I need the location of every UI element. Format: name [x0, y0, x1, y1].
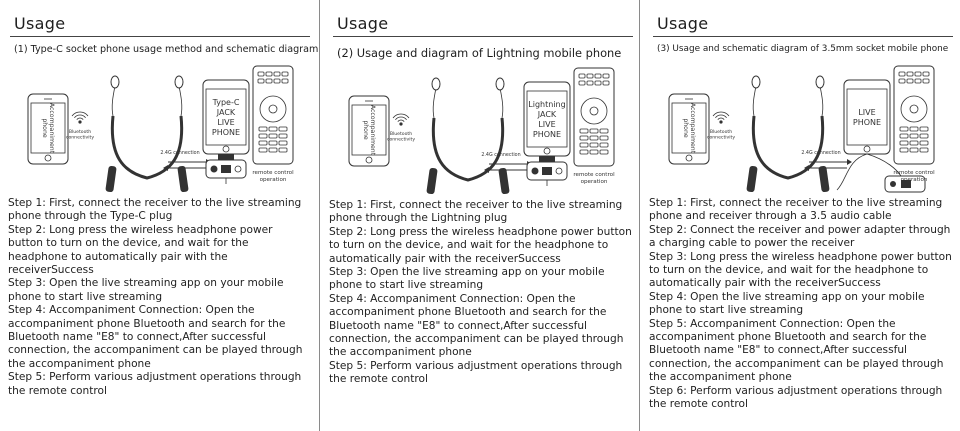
- left-earbud: [111, 76, 119, 88]
- bluetooth-waves-icon: [393, 114, 409, 126]
- live-phone-label: PHONE: [211, 128, 241, 137]
- remote-label: remote control: [893, 170, 935, 176]
- left-battery-pod: [426, 168, 438, 195]
- bluetooth-dot: [399, 122, 402, 125]
- remote-label: remote control: [252, 170, 294, 176]
- plug: [218, 154, 234, 160]
- arrow-head: [847, 159, 852, 165]
- connection-label: 2.4G connection: [160, 151, 200, 156]
- live-phone-label: JACK: [216, 108, 236, 117]
- bluetooth-wave: [77, 118, 83, 120]
- left-battery-pod: [746, 166, 758, 193]
- accompaniment-label-line: Accompaniment: [369, 104, 376, 156]
- left-earbud: [432, 78, 440, 90]
- neckband: [433, 118, 502, 180]
- right-cable: [820, 86, 823, 116]
- remote-control: [574, 68, 614, 166]
- step-item: Step 6: Perform various adjustment operations through the remote control: [649, 384, 943, 411]
- step-item: Step 3: Open the live streaming app on your mobile phone to start live streaming: [329, 266, 605, 292]
- right-battery-pod: [498, 168, 510, 195]
- left-cable: [112, 86, 115, 116]
- accompaniment-label-line: Accompaniment: [689, 102, 696, 154]
- remote-control: [894, 66, 934, 164]
- steps-list: [649, 197, 955, 412]
- usage-panel-lightning: [321, 0, 639, 431]
- neckband-headphone: [746, 76, 830, 192]
- step-item: Step 2: Long press the wireless headphone power button to turn on the device, and wait for the headphone to automatically pair with the receiverSuccess: [329, 225, 632, 265]
- bluetooth-wave: [395, 117, 406, 120]
- usage-title: Usage: [657, 14, 709, 33]
- live-phone-label: PHONE: [852, 118, 882, 127]
- usage-panel-3-5mm: [641, 0, 960, 431]
- right-earbud: [816, 76, 824, 88]
- bluetooth-wave: [713, 112, 729, 116]
- neckband-headphone: [105, 76, 189, 192]
- right-cable: [179, 86, 182, 116]
- step-item: Step 5: Perform various adjustment operations through the remote control: [8, 371, 302, 397]
- accompaniment-phone: [669, 94, 709, 164]
- steps-list: [8, 197, 310, 398]
- right-earbud: [496, 78, 504, 90]
- usage-diagram: [321, 64, 639, 194]
- usage-title: Usage: [14, 14, 66, 33]
- panel-subtitle: (2) Usage and diagram of Lightning mobile phone: [337, 46, 622, 60]
- right-battery-pod: [177, 166, 189, 193]
- bluetooth-dot: [78, 120, 81, 123]
- step-item: Step 4: Accompaniment Connection: Open the accompaniment phone Bluetooth and search for the Bluetooth name "E8" to connect,After successful connection, the accompaniment can be played through the accompaniment phone: [8, 304, 303, 370]
- bluetooth-wave: [715, 115, 726, 118]
- phone-frame: [844, 80, 890, 154]
- step-item: Step 3: Long press the wireless headphone power button to turn on the device, and wait for the headphone to automatically pair with the receiverSuccess: [649, 250, 952, 290]
- panel-subtitle: (1) Type-C socket phone usage method and schematic diagram: [14, 44, 319, 55]
- live-phone: [524, 82, 570, 156]
- bluetooth-label: connectivity: [386, 137, 416, 143]
- usage-diagram: [0, 62, 318, 192]
- bluetooth-wave: [393, 114, 409, 118]
- step-item: Step 1: First, connect the receiver to the live streaming phone through the Lightning plug: [329, 199, 623, 225]
- receiver-dongle: [527, 156, 567, 186]
- usage-title: Usage: [337, 14, 389, 33]
- step-item: Step 4: Accompaniment Connection: Open the accompaniment phone Bluetooth and search for the Bluetooth name "E8" to connect,After successful connection, the accompaniment can be played through the accompaniment phone: [329, 292, 624, 359]
- remote-label: remote control: [573, 172, 615, 178]
- title-underline: [333, 36, 633, 37]
- steps-list: [329, 199, 635, 387]
- left-cable: [753, 86, 756, 116]
- panel-divider-1: [319, 0, 320, 431]
- remote-label: operation: [900, 177, 928, 183]
- bluetooth-wave: [398, 120, 404, 122]
- receiver-dongle: [206, 154, 246, 184]
- live-phone-label: Lightning: [528, 100, 566, 109]
- phone-frame: [524, 82, 570, 156]
- live-phone-label: LIVE: [858, 108, 876, 117]
- audio-cable: [837, 154, 867, 190]
- receiver-button: [890, 181, 896, 187]
- live-phone-label: PHONE: [532, 130, 562, 139]
- remote-control: [253, 66, 293, 164]
- right-battery-pod: [818, 166, 830, 193]
- usage-diagram: [641, 62, 959, 192]
- bluetooth-wave: [74, 115, 85, 118]
- live-phone: [203, 80, 249, 154]
- bluetooth-label: Bluetooth: [389, 132, 413, 137]
- live-phone-label: LIVE: [538, 120, 556, 129]
- neckband-headphone: [426, 78, 510, 194]
- connection-label: 2.4G connection: [801, 151, 841, 156]
- live-phone: [844, 80, 890, 154]
- phone-frame: [203, 80, 249, 154]
- bluetooth-wave: [72, 112, 88, 116]
- receiver-button: [211, 166, 218, 173]
- title-underline: [653, 36, 953, 37]
- panel-divider-2: [639, 0, 640, 431]
- panel-subtitle: (3) Usage and schematic diagram of 3.5mm socket mobile phone: [657, 44, 949, 54]
- bluetooth-label: connectivity: [706, 135, 736, 141]
- remote-label: operation: [259, 177, 287, 183]
- plug: [539, 156, 555, 162]
- step-item: Step 1: First, connect the receiver to the live streaming phone through the Type-C plug: [8, 197, 302, 223]
- left-earbud: [752, 76, 760, 88]
- left-battery-pod: [105, 166, 117, 193]
- accompaniment-label-line: Accompaniment: [48, 102, 55, 154]
- step-item: Step 1: First, connect the receiver to the live streaming phone and receiver through a 3.5 audio cable: [649, 197, 943, 223]
- step-item: Step 2: Connect the receiver and power adapter through a charging cable to power the receiver: [649, 223, 951, 250]
- bluetooth-dot: [719, 120, 722, 123]
- neckband: [753, 116, 822, 178]
- accompaniment-label-line: phone: [682, 118, 689, 138]
- neckband: [112, 116, 181, 178]
- bluetooth-label: Bluetooth: [68, 130, 92, 135]
- left-cable: [433, 88, 436, 118]
- accompaniment-label-line: phone: [41, 118, 48, 138]
- right-earbud: [175, 76, 183, 88]
- step-item: Step 5: Accompaniment Connection: Open the accompaniment phone Bluetooth and search for the Bluetooth name "E8" to connect,After successful connection, the accompaniment can be played through the accompaniment phone: [649, 317, 944, 384]
- title-underline: [10, 36, 310, 37]
- bluetooth-label: connectivity: [65, 135, 95, 141]
- step-item: Step 2: Long press the wireless headphone power button to turn on the device, and wait for the headphone to automatically pair with the receiverSuccess: [8, 223, 273, 277]
- right-cable: [500, 88, 503, 118]
- receiver-port: [221, 165, 231, 173]
- connection-label: 2.4G connection: [481, 153, 521, 158]
- receiver-port: [542, 167, 552, 175]
- accompaniment-phone: [28, 94, 68, 164]
- receiver-button: [532, 168, 539, 175]
- step-item: Step 5: Perform various adjustment operations through the remote control: [329, 359, 623, 386]
- bluetooth-label: Bluetooth: [709, 130, 733, 135]
- accompaniment-phone: [349, 96, 389, 166]
- live-phone-label: LIVE: [217, 118, 235, 127]
- bluetooth-waves-icon: [72, 112, 88, 124]
- usage-panel-type-c: [0, 0, 318, 431]
- step-item: Step 3: Open the live streaming app on your mobile phone to start live streaming: [8, 277, 284, 303]
- live-phone-label: JACK: [537, 110, 557, 119]
- accompaniment-label-line: phone: [362, 120, 369, 140]
- bluetooth-wave: [718, 118, 724, 120]
- bluetooth-waves-icon: [713, 112, 729, 124]
- step-item: Step 4: Open the live streaming app on your mobile phone to start live streaming: [649, 290, 925, 317]
- remote-label: operation: [580, 179, 608, 185]
- live-phone-label: Type-C: [212, 98, 240, 107]
